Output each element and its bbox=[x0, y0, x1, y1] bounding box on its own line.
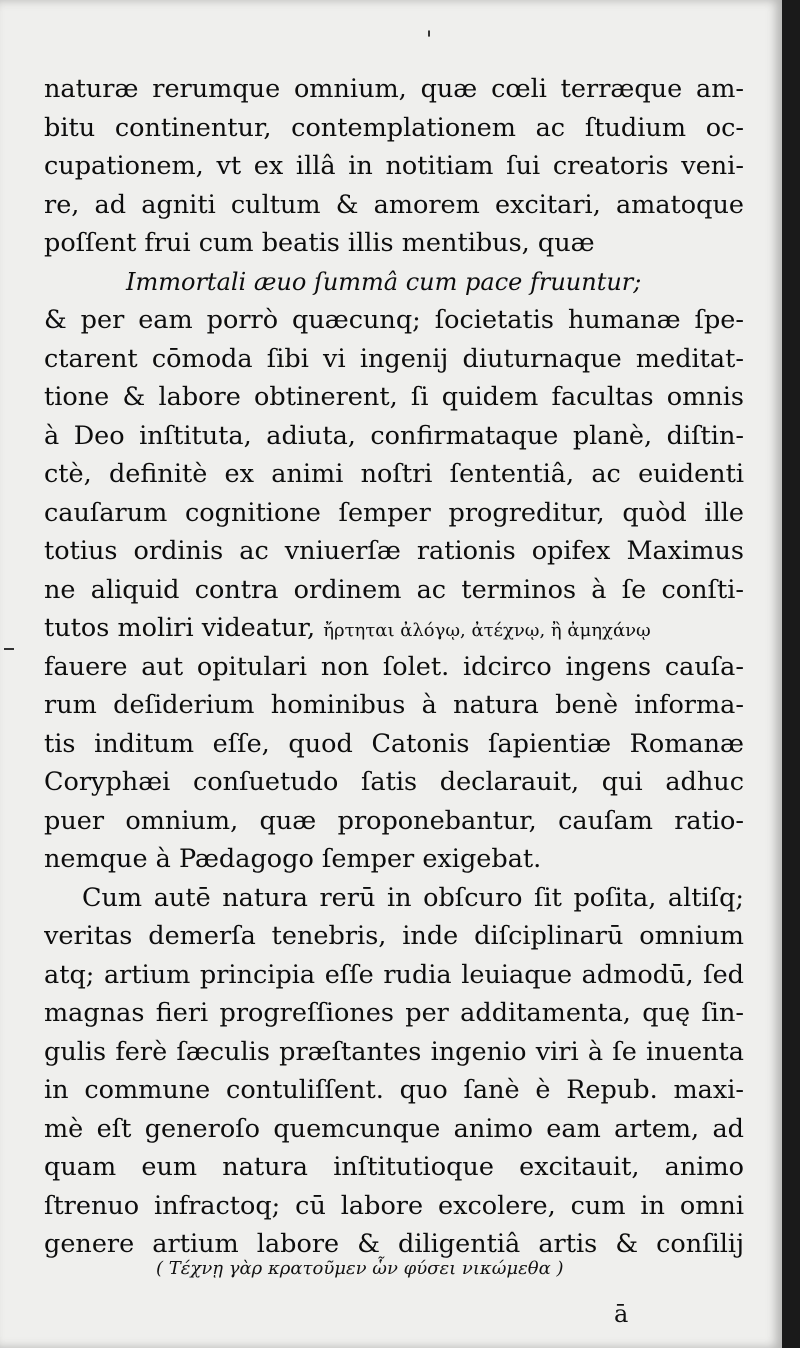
text-line: tis inditum eſſe, quod Catonis ſapientiæ Romanæ bbox=[44, 728, 744, 759]
margin-mark bbox=[4, 648, 14, 650]
verse-quotation: Immortali æuo ſummâ cum pace fruuntur; bbox=[126, 267, 642, 296]
text-line: ctè, definitè ex animi noſtri ſententiâ, ac euidenti bbox=[44, 459, 744, 489]
text-line: mè eſt generoſo quemcunque animo eam artem, ad bbox=[44, 1113, 744, 1144]
text-line: à Deo inſtituta, adiuta, confirmataque planè, diſtin- bbox=[44, 420, 744, 451]
text-line: nemque à Pædagogo ſemper exigebat. bbox=[44, 844, 542, 874]
text-line: gulis ferè ſæculis præſtantes ingenio viri à ſe inuenta bbox=[44, 1036, 744, 1067]
latin-fragment: tutos moliri videatur, bbox=[44, 613, 316, 643]
greek-inline-quote: ἤρτηται ἀλόγῳ, ἀτέχνῳ, ἢ ἀμηχάνῳ bbox=[323, 620, 651, 641]
text-line: ne aliquid contra ordinem ac terminos à ſe conſti- bbox=[44, 574, 744, 605]
text-line: rum deſiderium hominibus à natura benè informa- bbox=[44, 690, 744, 720]
catchword: ā bbox=[614, 1300, 629, 1328]
body-text bbox=[44, 70, 744, 1264]
text-line: re, ad agniti cultum & amorem excitari, amatoque bbox=[44, 189, 744, 220]
text-line: Coryphæi conſuetudo ſatis declarauit, qui adhuc bbox=[44, 767, 744, 797]
greek-footer-quote: ( Τέχνῃ γὰρ κρατοῦμεν ὧν φύσει νικώμεθα ) bbox=[156, 1258, 564, 1279]
text-line: ctarent cōmoda ſibi vi ingenij diuturnaque meditat- bbox=[44, 343, 744, 374]
text-line: & per eam porrò quæcunq; ſocietatis humanæ ſpe- bbox=[44, 305, 744, 335]
text-line: poſſent frui cum beatis illis mentibus, quæ bbox=[44, 228, 595, 258]
text-line: cauſarum cognitione ſemper progreditur, quòd ille bbox=[44, 497, 744, 528]
page-mark: ' bbox=[426, 28, 433, 53]
text-line: puer omnium, quæ proponebantur, cauſam ratio- bbox=[44, 805, 744, 836]
text-line: in commune contuliſſent. quo ſanè è Repub. maxi- bbox=[44, 1075, 744, 1105]
text-line: quam eum natura inſtitutioque excitauit, animo bbox=[44, 1152, 744, 1182]
text-line: totius ordinis ac vniuerſæ rationis opifex Maximus bbox=[44, 536, 744, 566]
text-line: bitu continentur, contemplationem ac ſtudium oc- bbox=[44, 112, 744, 143]
text-line: cupationem, vt ex illâ in notitiam ſui creatoris veni- bbox=[44, 151, 744, 181]
text-line: veritas demerſa tenebris, inde diſciplinarū omnium bbox=[44, 921, 744, 951]
text-line: magnas fieri progreſſiones per additamenta, quę ſin- bbox=[44, 998, 744, 1028]
text-line: genere artium labore & diligentiâ artis & conſilij bbox=[44, 1229, 744, 1259]
text-line: tione & labore obtinerent, ſi quidem facultas omnis bbox=[44, 382, 744, 412]
text-line: atq; artium principia eſſe rudia leuiaque admodū, ſed bbox=[44, 959, 744, 990]
paragraph-start: Cum autē natura rerū in obſcuro ſit poſita, altiſq; bbox=[82, 882, 744, 913]
text-line: ſtrenuo infractoq; cū labore excolere, cum in omni bbox=[44, 1190, 744, 1221]
text-line: fauere aut opitulari non ſolet. idcirco ingens cauſa- bbox=[44, 651, 744, 682]
text-line-with-greek bbox=[44, 609, 744, 648]
text-line: naturæ rerumque omnium, quæ cœli terræque am- bbox=[44, 74, 744, 104]
